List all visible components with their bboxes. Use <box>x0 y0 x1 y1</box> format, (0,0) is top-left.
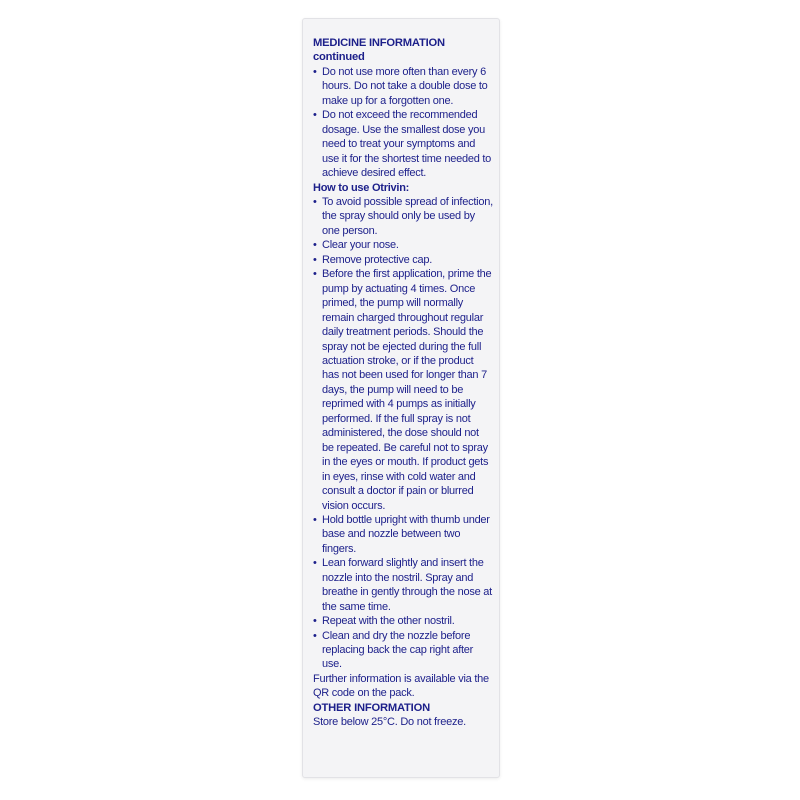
bullet-icon: • <box>313 629 317 642</box>
bullet-icon: • <box>313 615 317 628</box>
medicine-information-heading: MEDICINE INFORMATION continued <box>313 37 445 64</box>
medicine-bullet-list <box>313 65 493 181</box>
bullet-icon: • <box>313 109 317 122</box>
list-item: • Lean forward slightly and insert the nozzle into the nostril. Spray and breathe in gently through the nose at the same time. <box>313 557 492 613</box>
storage-text: Store below 25°C. Do not freeze. <box>313 716 466 729</box>
list-item: • Before the first application, prime the pump by actuating 4 times. Once primed, the pump will normally remain charged throughout regular daily treatment periods. Should the spray not be ejected during the full actuation stroke, or if the product has not been used for longer than 7 days, the pump will need to be reprimed with 4 pumps as initially performed. If the full spray is not administered, the dose should not be repeated. Be careful not to spray in the eyes or mouth. If product gets in eyes, rinse with cold water and consult a doctor if pain or blurred vision occurs. <box>313 268 492 512</box>
further-information-text: Further information is available via the QR code on the pack. <box>313 672 489 700</box>
list-item: • Repeat with the other nostril. <box>313 615 455 628</box>
how-to-use-heading: How to use Otrivin: <box>313 181 410 194</box>
leaflet-content <box>313 36 493 730</box>
list-item: • Hold bottle upright with thumb under base and nozzle between two fingers. <box>313 513 490 555</box>
bullet-icon: • <box>313 513 317 526</box>
bullet-icon: • <box>313 65 317 78</box>
bullet-icon: • <box>313 557 317 570</box>
list-item: • To avoid possible spread of infection, the spray should only be used by one person. <box>313 195 493 237</box>
list-item: • Clear your nose. <box>313 239 399 252</box>
bullet-icon: • <box>313 195 317 208</box>
list-item: • Do not use more often than every 6 hours. Do not take a double dose to make up for a forgotten one. <box>313 65 488 107</box>
bullet-icon: • <box>313 239 317 252</box>
how-to-use-bullet-list <box>313 195 493 672</box>
list-item: • Remove protective cap. <box>313 253 433 266</box>
bullet-icon: • <box>313 253 317 266</box>
list-item: • Do not exceed the recommended dosage. Use the smallest dose you need to treat your symptoms and use it for the shortest time needed to achieve desired effect. <box>313 109 492 180</box>
other-information-heading: OTHER INFORMATION <box>313 701 430 714</box>
bullet-icon: • <box>313 268 317 281</box>
list-item: • Clean and dry the nozzle before replacing back the cap right after use. <box>313 629 474 671</box>
